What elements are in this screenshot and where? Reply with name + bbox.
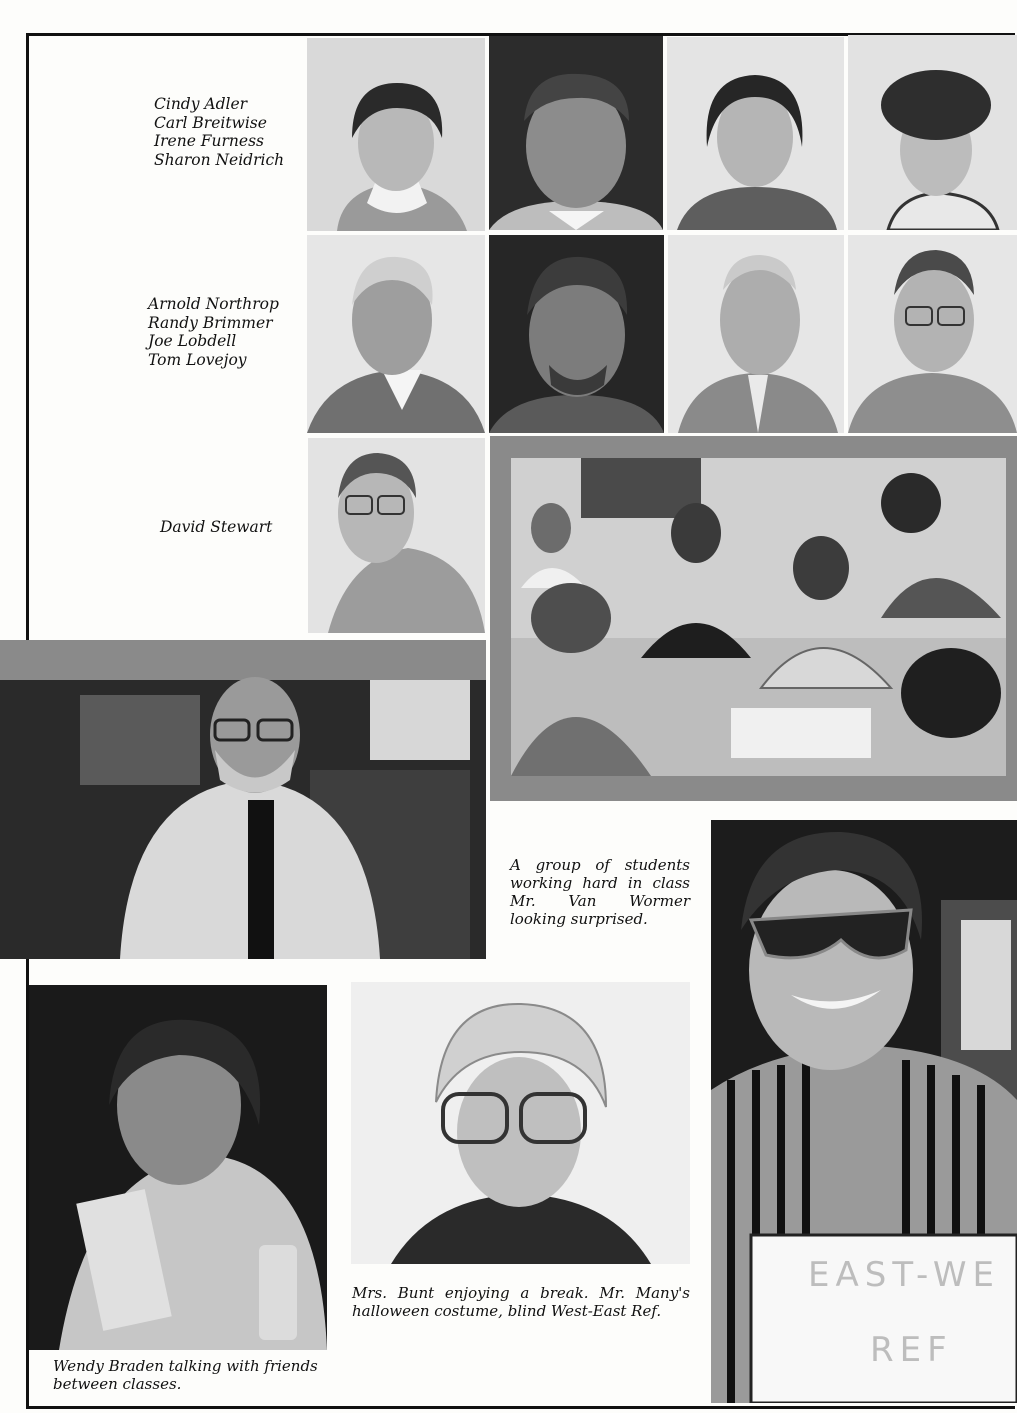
caption-wendy: Wendy Braden talking with friends between classes.	[53, 1357, 318, 1393]
names-row-2	[148, 295, 279, 369]
name-9: David Stewart	[160, 518, 273, 536]
sign-line-1: EAST-WE	[808, 1255, 1000, 1295]
portrait-randy-brimmer	[489, 235, 664, 433]
portrait-arnold-northrop	[307, 235, 485, 433]
wendy-braden-photo	[29, 985, 327, 1350]
mr-many-photo	[711, 820, 1017, 1403]
names-row-3	[160, 518, 272, 537]
caption-class-group: A group of students working hard in class Mr. Van Wormer looking surprised.	[510, 856, 690, 928]
sign-line-2: REF	[870, 1330, 953, 1370]
name-8: Tom Lovejoy	[148, 350, 247, 369]
name-2: Carl Breitwise	[154, 113, 267, 132]
name-6: Randy Brimmer	[148, 313, 273, 332]
portrait-tom-lovejoy	[848, 235, 1017, 433]
portrait-david-stewart	[308, 438, 485, 633]
portrait-sharon-neidrich	[848, 35, 1017, 230]
mrs-bunt-photo	[351, 982, 690, 1264]
name-7: Joe Lobdell	[148, 332, 237, 350]
names-row-1	[154, 95, 284, 169]
name-3: Irene Furness	[154, 132, 264, 150]
portrait-irene-furness	[667, 37, 844, 230]
portrait-carl-breitwise	[489, 36, 663, 230]
name-1: Cindy Adler	[154, 95, 248, 113]
name-4: Sharon Neidrich	[154, 150, 285, 169]
portrait-cindy-adler	[307, 38, 485, 231]
class-group-photo	[511, 458, 1006, 776]
portrait-joe-lobdell	[668, 235, 844, 433]
name-5: Arnold Northrop	[148, 295, 279, 313]
van-wormer-photo	[0, 640, 486, 959]
caption-bunt-many: Mrs. Bunt enjoying a break. Mr. Many's halloween costume, blind West-East Ref.	[352, 1284, 690, 1320]
